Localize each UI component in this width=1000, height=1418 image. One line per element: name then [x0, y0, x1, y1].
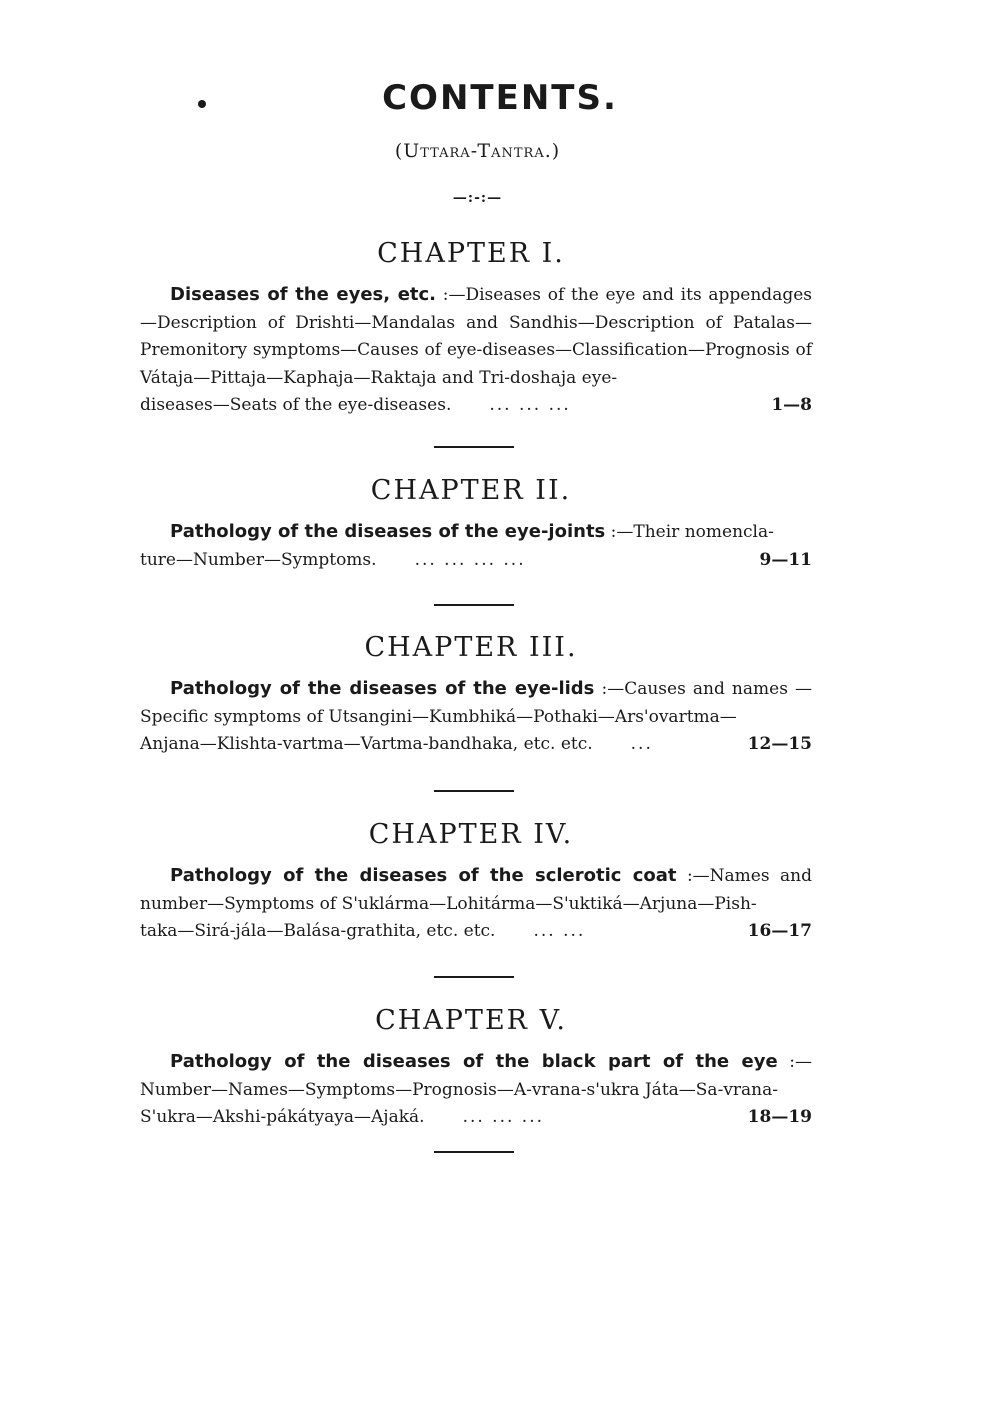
page-range: 1—8: [771, 395, 812, 415]
chapter-3: [140, 632, 812, 759]
chapter-text: :—Diseases of the eye and its appendages—Description of Drishti—Mandalas and Sandhis—Description of Patalas—Premonitory symptoms—Causes of eye-diseases—Classification—Prognosis of Vátaja—Pittaja—Kaphaja—Raktaja and Tri-doshaja eye-: [140, 285, 812, 388]
title-ornament: —:-:—: [452, 190, 503, 206]
dot-leader: ...: [630, 734, 653, 754]
page-subtitle: (Uttara-Tantra.): [394, 140, 561, 162]
dot-leader: ... ... ... ...: [414, 549, 526, 570]
chapter-5: [140, 1005, 812, 1132]
chapter-heading: CHAPTER IV.: [368, 819, 574, 850]
chapter-last-text: diseases—Seats of the eye-diseases.: [140, 395, 452, 415]
chapter-last-line: [140, 1104, 812, 1132]
chapter-summary: [140, 1048, 812, 1132]
page-title: CONTENTS.: [382, 78, 618, 118]
page-range: 12—15: [747, 734, 812, 754]
chapter-heading: CHAPTER V.: [375, 1005, 567, 1036]
chapter-topic: Diseases of the eyes, etc.: [170, 284, 437, 305]
chapter-2: [140, 475, 812, 574]
chapter-topic: Pathology of the diseases of the black part of the eye: [170, 1051, 778, 1072]
chapter-text: :—Names and number—Symptoms of S'uklárma—Lohitárma—S'uktiká—Arjuna—Pish-: [140, 866, 812, 914]
section-divider: [434, 790, 514, 792]
chapter-last-text: S'ukra—Akshi-pákátyaya—Ajaká.: [140, 1107, 425, 1127]
chapter-topic: Pathology of the diseases of the sclerotic coat: [170, 865, 677, 886]
chapter-last-text: Anjana—Klishta-vartma—Vartma-bandhaka, etc. etc.: [140, 734, 593, 754]
chapter-text: :— Number—Names—Symptoms—Prognosis—A-vrana-s'ukra Játa—Sa-vrana-: [140, 1052, 812, 1100]
dot-leader: ... ... ...: [462, 1107, 545, 1127]
page-range: 18—19: [747, 1107, 812, 1127]
chapter-text: :—Causes and names —Specific symptoms of Utsangini—Kumbhiká—Pothaki—Ars'ovartma—: [140, 679, 812, 727]
page-range: 16—17: [747, 921, 812, 941]
section-divider: [434, 1151, 514, 1153]
chapter-heading: CHAPTER II.: [370, 475, 572, 506]
chapter-text: :—Their nomencla-: [605, 522, 774, 542]
chapter-1: [140, 238, 812, 420]
chapter-4: [140, 819, 812, 946]
section-divider: [434, 446, 514, 448]
chapter-summary: [140, 518, 812, 574]
page-range: 9—11: [759, 549, 812, 570]
chapter-last-line: [140, 547, 812, 575]
dot-leader: ... ... ...: [489, 395, 571, 415]
chapter-summary: [140, 281, 812, 420]
chapter-summary: [140, 862, 812, 946]
chapter-last-text: taka—Sirá-jála—Balása-grathita, etc. etc.: [140, 921, 496, 941]
chapter-last-line: [140, 392, 812, 420]
section-divider: [434, 604, 514, 606]
dot-leader: ... ...: [533, 921, 586, 941]
chapter-heading: CHAPTER III.: [364, 632, 578, 663]
chapter-last-line: [140, 731, 812, 759]
chapter-last-line: [140, 918, 812, 946]
chapter-last-text: ture—Number—Symptoms.: [140, 549, 377, 570]
chapter-topic: Pathology of the diseases of the eye-joints: [170, 521, 606, 542]
section-divider: [434, 976, 514, 978]
chapter-heading: CHAPTER I.: [377, 238, 565, 269]
chapter-summary: [140, 675, 812, 759]
chapter-topic: Pathology of the diseases of the eye-lids: [170, 678, 595, 699]
